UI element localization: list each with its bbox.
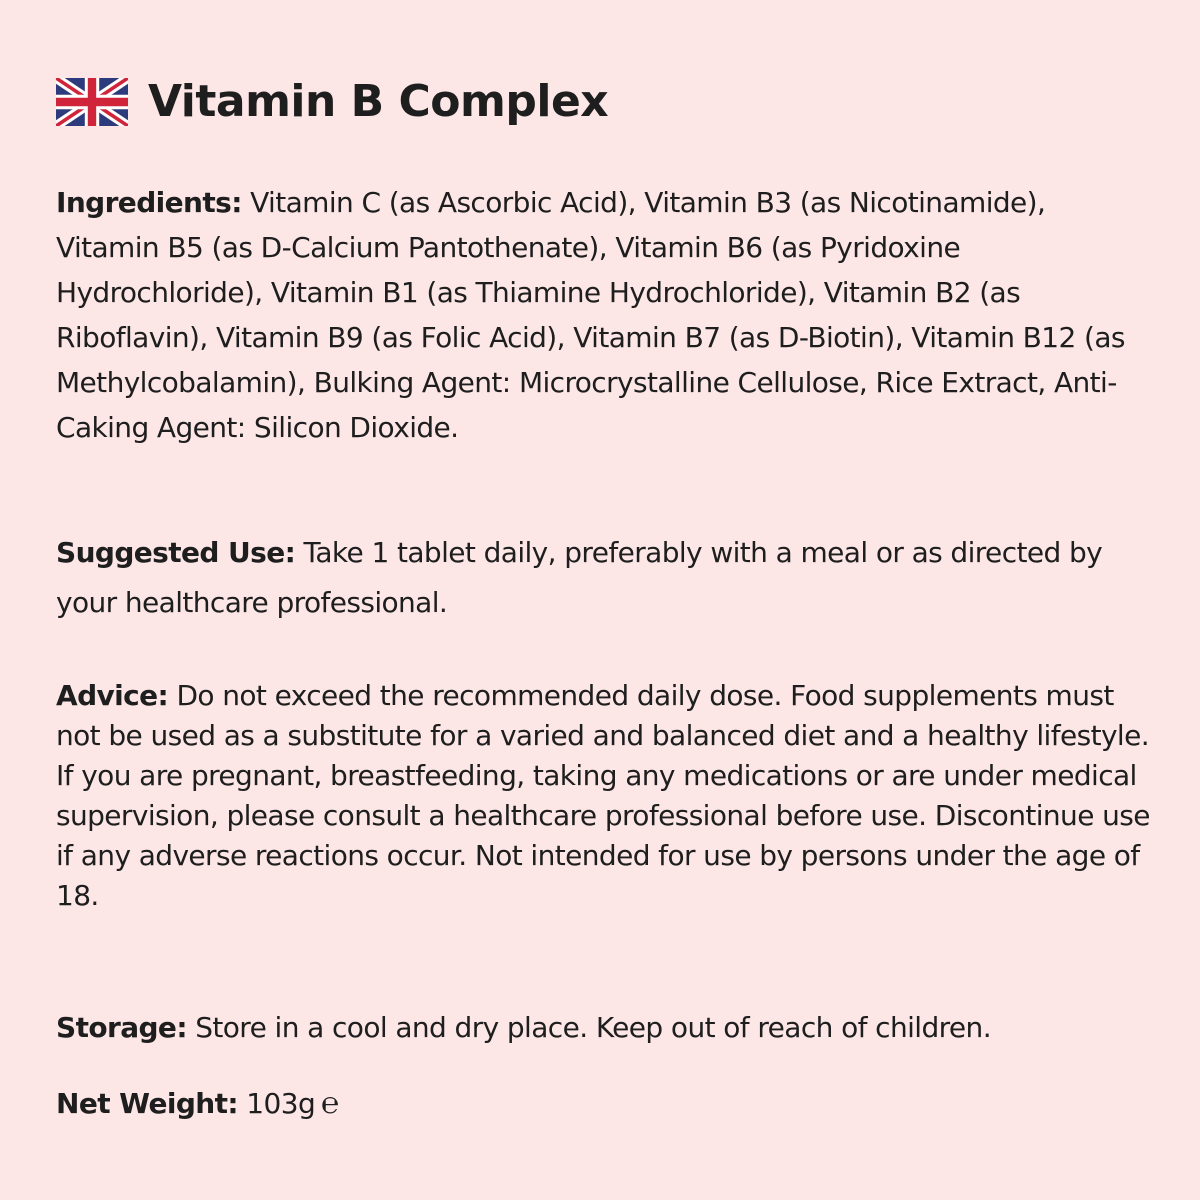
estimated-sign-mark: ℮ xyxy=(321,1086,339,1121)
storage-section xyxy=(56,1008,1156,1048)
ingredients-section xyxy=(56,180,1156,450)
advice-text: Do not exceed the recommended daily dose. Food supplements must not be used as a substitute for a varied and balanced diet and a healthy lifestyle. If you are pregnant, breastfeeding, taking any medications or are under medical supervision, please consult a healthcare professional before use. Discontinue use if any adverse reactions occur. Not intended for use by persons under the age of 18. xyxy=(56,679,1150,912)
net-weight-value: 103g xyxy=(238,1087,316,1120)
ingredients-text: Vitamin C (as Ascorbic Acid), Vitamin B3 (as Nicotinamide), Vitamin B5 (as D-Calcium Pantothenate), Vitamin B6 (as Pyridoxine Hydrochloride), Vitamin B1 (as Thiamine Hydrochloride), Vitamin B2 (as Riboflavin), Vitamin B9 (as Folic Acid), Vitamin B7 (as D-Biotin), Vitamin B12 (as Methylcobalamin), Bulking Agent: Microcrystalline Cellulose, Rice Extract, Anti-Caking Agent: Silicon Dioxide. xyxy=(56,186,1125,444)
ingredients-label: Ingredients: xyxy=(56,186,242,219)
advice-section xyxy=(56,676,1156,916)
storage-text: Store in a cool and dry place. Keep out of reach of children. xyxy=(186,1011,992,1044)
net-weight-label: Net Weight: xyxy=(56,1087,238,1120)
page-title: Vitamin B Complex xyxy=(148,76,609,127)
header xyxy=(56,78,608,126)
net-weight-section xyxy=(56,1084,1156,1124)
suggested-use-label: Suggested Use: xyxy=(56,536,296,569)
storage-label: Storage: xyxy=(56,1011,187,1044)
suggested-use-text: Take 1 tablet daily, preferably with a meal or as directed by your healthcare professional. xyxy=(56,536,1103,619)
uk-flag-icon xyxy=(56,78,128,126)
suggested-use-section xyxy=(56,528,1156,628)
advice-label: Advice: xyxy=(56,679,169,712)
